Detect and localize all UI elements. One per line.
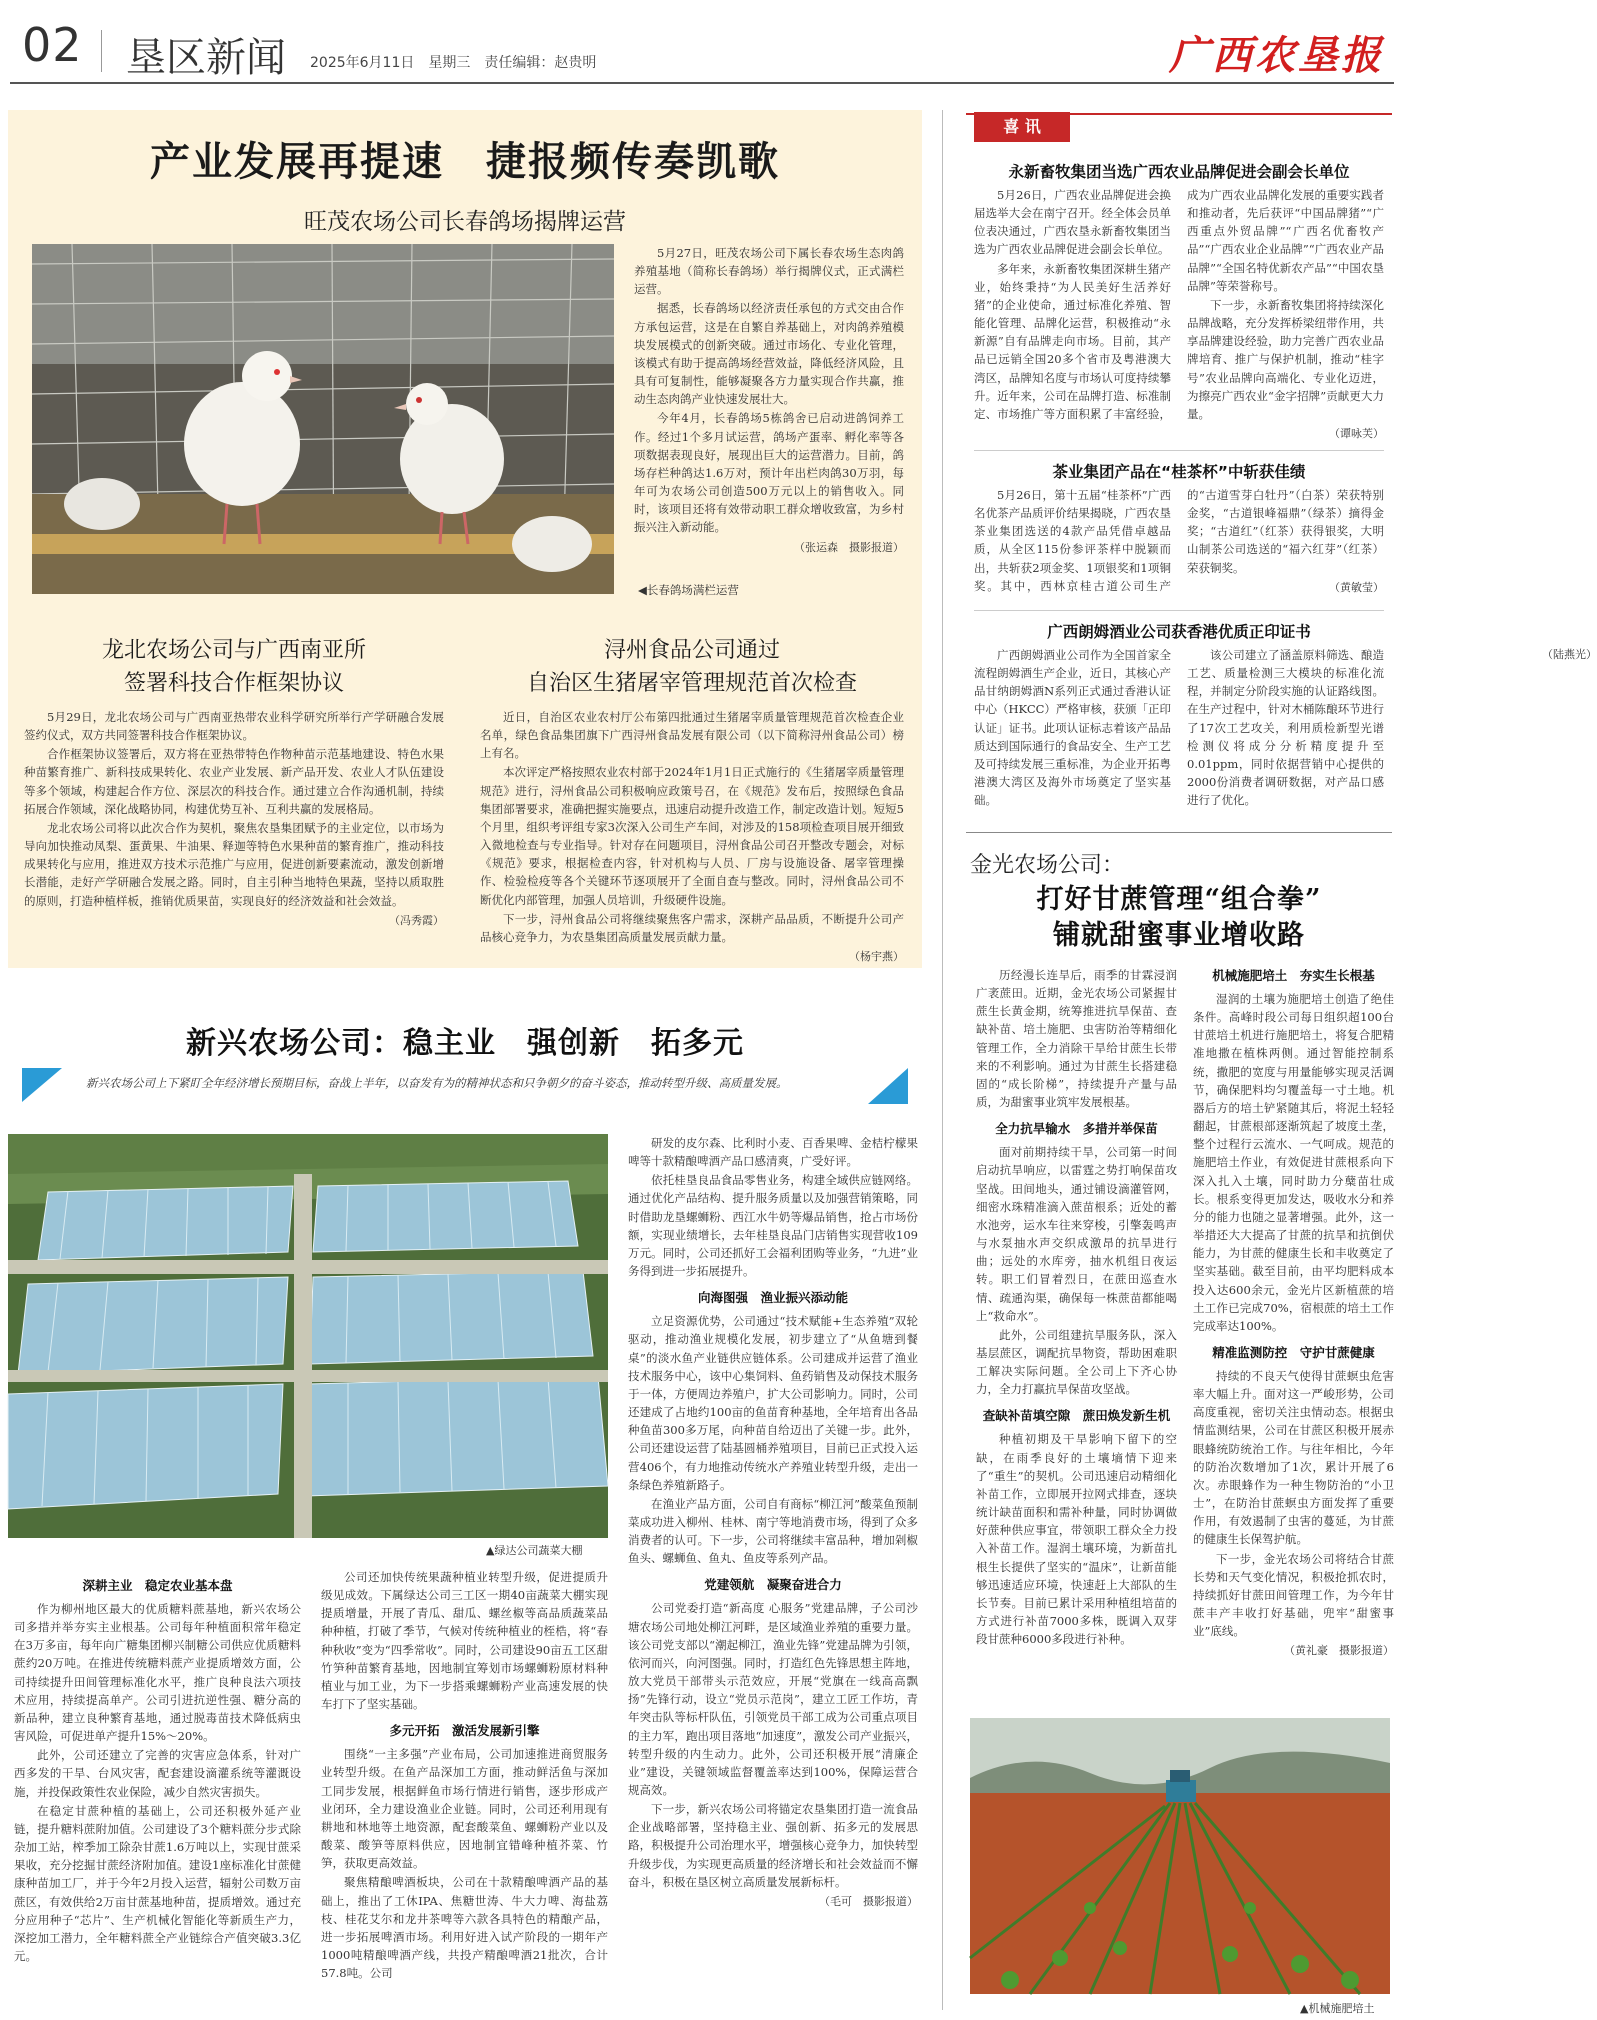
paragraph: 此外，公司组建抗旱服务队，深入基层蔗区，调配抗旱物资，帮助困难职工解决实际问题。全公司上下齐心协力，全力打赢抗旱保苗攻坚战。 <box>976 1327 1177 1397</box>
date-line: 2025年6月11日 星期三 责任编辑：赵贵明 <box>310 55 597 71</box>
xinxing-intro: 新兴农场公司上下紧盯全年经济增长预期目标，奋战上半年，以奋发有为的精神状态和只争朝夕的奋斗姿态，推动转型升级、高质量发展。 <box>86 1076 788 1090</box>
story2-title-line2: 签署科技合作框架协议 <box>123 671 344 696</box>
paragraph: 5月26日，广西农业品牌促进会换届选举大会在南宁召开。经全体会员单位表决通过，广西农垦永新畜牧集团当选为广西农业品牌促进会副会长单位。 <box>974 188 1171 257</box>
column-divider <box>942 110 943 2010</box>
masthead <box>0 0 1404 80</box>
paragraph: 研发的皮尔森、比利时小麦、百香果啤、金桔柠檬果啤等十款精酿啤酒产品口感清爽，广受好评。 <box>628 1136 918 1169</box>
news2-title: 茶业集团产品在“桂茶杯”中斩获佳绩 <box>1052 463 1306 481</box>
news2-body <box>974 486 1384 604</box>
xinxing-title: 新兴农场公司：稳主业 强创新 拓多元 <box>186 1026 744 1061</box>
story3-title-line1: 浔州食品公司通过 <box>603 638 780 663</box>
subhead: 党建领航 凝聚奋进合力 <box>704 1577 842 1593</box>
greenhouse-photo-caption: ▲绿达公司蔬菜大棚 <box>486 1544 583 1557</box>
paragraph: 立足资源优势，公司通过“技术赋能+生态养殖”双轮驱动，推动渔业规模化发展，初步建立了“从鱼塘到餐桌”的淡水鱼产业链供应链体系。公司建成并运营了渔业技术服务中心，该中心集饲料、鱼药销售及动保技术服务于一体，方便周边养殖户，扩大公司影响力。同时，公司还建成了占地约100亩的鱼苗育种基地，全年培育出各品种鱼苗300多万尾，向种苗自给迈出了关键一步。此外，公司还建设运营了陆基圆桶养殖项目，目前已正式投入运营406个，有力地推动传统水产养殖业转型升级，走出一条绿色养殖新路子。 <box>628 1314 918 1492</box>
subhead: 深耕主业 稳定农业基本盘 <box>82 1578 233 1593</box>
story3-body <box>480 708 904 964</box>
xinxing-intro-box <box>22 1068 908 1104</box>
story1-title: 旺茂农场公司长春鸽场揭牌运营 <box>304 209 626 235</box>
paragraph: 作为柳州地区最大的优质糖料蔗基地，新兴农场公司多措并举夯实主业根基。公司每年种植面积常年稳定在3万多亩，每年向广糖集团柳兴制糖公司供应优质糖料蔗约20万吨。在推进传统糖料蔗产业提质增效方面，公司持续提升田间管理标准化水平，推广良种良法六项技术应用，持续提高单产。公司引进抗逆性强、糖分高的新品种，建立良种繁育基地，通过脱毒苗技术降低病虫害风险，可促进单产提升15%～20%。 <box>14 1602 301 1744</box>
header-divider <box>101 30 102 72</box>
story2-title <box>24 634 444 700</box>
news3-title: 广西朗姆酒业公司获香港优质正印证书 <box>1047 623 1311 641</box>
paragraph: 下一步，金光农场公司将结合甘蔗长势和天气变化情况，积极抢抓农时，持续抓好甘蔗田间管理工作，为今年甘蔗丰产丰收打好基础，兜牢“甜蜜事业”底线。 <box>1193 1551 1394 1639</box>
xixun-tag: 喜 讯 <box>974 112 1070 142</box>
paragraph: 公司还加快传统果蔬种植业转型升级，促进提质升级见成效。下属绿达公司三工区一期40亩蔬菜大棚实现提质增量，开展了青瓜、甜瓜、螺丝椒等高品质蔬菜品种种植，打破了季节，气候对传统种植业的桎梏，将“春种秋收”变为“四季常收”。同时，公司建设90亩五工区甜竹笋种苗繁育基地，因地制宜筹划市场螺蛳粉原材料种植业与加工业，为下一步搭乘螺蛳粉产业高速发展的快车打下了坚实基础。 <box>321 1570 608 1712</box>
newspaper-logo: 广西农垦报 <box>1169 32 1384 79</box>
paragraph: 面对前期持续干旱，公司第一时间启动抗旱响应，以雷霆之势打响保苗攻坚战。田间地头，通过铺设滴灌管网，细密水珠精准滴入蔗苗根系；近处的蓄水池旁，运水车往来穿梭，引擎轰鸣声与水泵抽水声交织成激昂的抗旱进行曲；远处的水库旁，抽水机组日夜运转。职工们冒着烈日，在蔗田巡查水情、疏通沟渠，确保每一株蔗苗都能喝上“救命水”。 <box>976 1145 1177 1323</box>
paragraph: 5月26日，第十五届“桂茶杯”广西名优茶产品质评价结果揭晓，广西农垦茶业集团选送的4款产品凭借卓越品质，从全区115份参评茶样中脱颖而出，共斩获2项金奖、1项银奖和1项铜奖。其中，西林京桂古道公司生产的“古道雪芽白牡丹”（白茶）荣获特别金奖，“古道银峰福鼎”（绿茶）摘得金奖；“古道红”（红茶）获得银奖，大明山制茶公司选送的“福六红芽”（红茶）荣获铜奖。 <box>974 488 1384 593</box>
story3-title <box>480 634 904 700</box>
paragraph: 该公司建立了涵盖原料筛选、酿造工艺、质量检测三大模块的标准化流程，并制定分阶段实施的认证路线图。在生产过程中，针对木桶陈酿环节进行了17次工艺攻关，利用质检新型光谱检测仪将成分分析精度提升至0.01ppm，同时依据营销中心提供的2000份消费者调研数据，对产品口感进行了优化。 <box>1187 648 1384 808</box>
paragraph: 围绕“一主多强”产业布局，公司加速推进商贸服务业转型升级。在鱼产品深加工方面，推动鲜活鱼与深加工同步发展，根据鲜鱼市场行情进行销售，逐步形成产业闭环，全力建设渔业企业链。同时，公司还利用现有耕地和林地等土地资源，配套酸菜鱼、螺蛳粉产业以及酸菜、酸笋等原料供应，因地制宜错峰种植芥菜、竹笋，获取更高效益。 <box>321 1747 608 1871</box>
jinguang-rule <box>966 832 1392 833</box>
lead-headline: 产业发展再提速 捷报频传奏凯歌 <box>150 138 780 185</box>
paragraph: 据悉，长春鸽场以经济责任承包的方式交由合作方承包运营，这是在自繁自养基础上，对肉鸽养殖模块发展模式的创新突破。通过市场化、专业化管理，该模式有助于提高鸽场经营效益，降低经济风险，且具有可复制性，能够凝聚各方力量实现合作共赢，推动生态肉鸽产业快速发展壮大。 <box>634 301 904 407</box>
byline: （陆燕光） <box>1542 648 1597 661</box>
paragraph: 5月29日，龙北农场公司与广西南亚热带农业科学研究所举行产学研融合发展签约仪式，双方共同签署科技合作框架协议。 <box>24 710 444 743</box>
paragraph: 湿润的土壤为施肥培土创造了绝佳条件。高峰时段公司每日组织超100台甘蔗培土机进行施肥培土，将复合肥精准地撒在植株两侧。通过智能控制系统，撒肥的宽度与用量能够实现灵活调节，确保肥料均匀覆盖每一寸土地。机器后方的培土铲紧随其后，将泥土轻轻翻起，甘蔗根部逐渐筑起了坡度土垄，整个过程行云流水、一气呵成。规范的施肥培土作业，有效促进甘蔗根系向下深入扎入土壤，同时助力分蘖苗壮成长。根系变得更加发达，吸收水分和养分的能力也随之显著增强。此外，这一举措还大大提高了甘蔗的抗旱和抗倒伏能力，为甘蔗的健康生长和丰收奠定了坚实基础。截至目前，由平均肥料成本投入达600余元，金光片区新植蔗的培土工作已完成70%，宿根蔗的培土工作完成率达100%。 <box>1193 992 1394 1333</box>
byline: （黄敏莹） <box>1329 580 1384 594</box>
paragraph: 龙北农场公司将以此次合作为契机，聚焦农垦集团赋予的主业定位，以市场为导向加快推动凤梨、蛋黄果、牛油果、释迦等特色水果种苗的繁育推广，推动科技成果转化与应用，推进双方技术示范推广与应用，促进创新要素流动，激发创新增长潜能，走好产学研融合发展之路。同时，自主引种当地特色果蔬，坚持以质取胜的原则，打造种植样板，推销优质果苗，实现良好的经济效益和社会效益。 <box>24 820 444 908</box>
divider <box>974 450 1384 451</box>
paragraph: 持续的不良天气使得甘蔗螟虫危害率大幅上升。面对这一严峻形势，公司高度重视，密切关注虫情动态。根据虫情监测结果，公司在甘蔗区积极开展赤眼蜂统防统治工作。与往年相比，今年的防治次数增加了1次，累计开展了6次。赤眼蜂作为一种生物防治的“小卫士”，在防治甘蔗螟虫方面发挥了重要作用，有效遏制了虫害的蔓延，为甘蔗的健康生长保驾护航。 <box>1193 1368 1394 1547</box>
paragraph: 下一步，永新畜牧集团将持续深化品牌战略，充分发挥桥梁纽带作用，共享品牌建设经验，助力完善广西农业品牌培育、推广与保护机制，推动“桂字号”农业品牌向高端化、专业化迈进，为擦亮广西农业“金字招牌”贡献更大力量。 <box>1187 297 1384 421</box>
paragraph: 历经漫长连旱后，雨季的甘霖浸润广袤蔗田。近期，金光农场公司紧握甘蔗生长黄金期，统筹推进抗旱保苗、查缺补苗、培土施肥、虫害防治等精细化管理工作，全力消除干旱给甘蔗生长带来的不利影响。通过为甘蔗生长搭建稳固的“成长阶梯”，持续提升产量与品质，为甜蜜事业筑牢发展根基。 <box>976 968 1177 1110</box>
greenhouse-photo <box>8 1134 608 1538</box>
paragraph: 本次评定严格按照农业农村部于2024年1月1日正式施行的《生猪屠宰质量管理规范》进行，浔州食品公司积极响应政策号召，在《规范》发布后，按照绿色食品集团部署要求，准确把握实施要点，迅速启动提升改造工作，制定改造计划。短短5个月里，组织考评组专家3次深入公司生产车间，对涉及的158项检查项目展开细致入微地检查与专业指导。针对存在问题项目，浔州食品公司召开整改专题会，对标《规范》要求，根据检查内容，针对机构与人员、厂房与设施设备、屠宰管理操作、检验检疫等各个关键环节逐项展开了全面自查与整改。同时，浔州食品公司不断优化内部管理，加强人员培训，升级硬件设施。 <box>480 765 904 907</box>
jinguang-title-line1: 打好甘蔗管理“组合拳” <box>1036 884 1322 915</box>
paragraph: 聚焦精酿啤酒板块，公司在十款精酿啤酒产品的基础上，推出了工休IPA、焦糖世涛、牛大力啤、海盐荔枝、桂花艾尔和龙井茶啤等六款各具特色的精酿产品，进一步拓展啤酒市场。利用好进入试产阶段的一期年产1000吨精酿啤酒产线，共投产精酿啤酒21批次，合计57.8吨。公司 <box>321 1875 608 1981</box>
news1-title: 永新畜牧集团当选广西农业品牌促进会副会长单位 <box>1008 163 1350 181</box>
sugarcane-photo-caption: ▲机械施肥培土 <box>1300 2002 1375 2015</box>
jinguang-title-line2: 铺就甜蜜事业增收路 <box>1053 920 1305 952</box>
subhead: 全力抗旱输水 多措并举保苗 <box>995 1121 1158 1137</box>
paragraph: 种植初期及干旱影响下留下的空缺，在雨季良好的土壤墒情下迎来了“重生”的契机。公司迅速启动精细化补苗工作，立即展开拉网式排查，逐块统计缺苗面积和需补种量，同时协调做好蔗种供应事宜，带领职工群众全力投入补苗工作。湿润土壤环境，为新苗扎根生长提供了坚实的“温床”，让新苗能够迅速适应环境，快速赶上大部队的生长节奏。目前已累计采用种植组培苗的方式进行补苗7000多株，既调入双芽段甘蔗种6000多段进行补种。 <box>976 1432 1177 1647</box>
subhead: 向海图强 渔业振兴添动能 <box>697 1290 848 1306</box>
subhead: 精准监测防控 守护甘蔗健康 <box>1212 1344 1375 1360</box>
paragraph: 公司党委打造“新高度 心服务”党建品牌，子公司沙塘农场公司地处柳江河畔，是区域渔业养殖的重要力量。该公司党支部以“潮起柳江，渔业先锋”党建品牌为引领，依河而兴，向河图强。同时，打造红色先锋思想主阵地，放大党员干部带头示范效应，开展“党旗在一线高高飘扬”先锋行动，设立“党员示范岗”，建立工匠工作坊，青年突击队等标杆队伍，引领党员干部工成为公司重点项目的主力军，跑出项目落地“加速度”，激发公司产业振兴，转型升级的内生动力。此外，公司还积极开展“清廉企业”建设，关键领域监督覆盖率达到100%，保障运营合规高效。 <box>628 1601 918 1797</box>
news1-body <box>974 186 1384 444</box>
byline: （黄礼豪 摄影报道） <box>1284 1644 1394 1658</box>
byline: （张运森 摄影报道） <box>794 540 904 554</box>
pigeon-photo <box>32 244 614 594</box>
paragraph: 下一步，浔州食品公司将继续聚焦客户需求，深耕产品品质，不断提升公司产品核心竞争力，为农垦集团高质量发展贡献力量。 <box>480 911 904 944</box>
divider <box>974 610 1384 611</box>
paragraph: 在稳定甘蔗种植的基础上，公司还积极外延产业链，提升糖料蔗附加值。公司建设了3个糖料蔗分步式除杂加工站，榨季加工除杂甘蔗1.6万吨以上，实现甘蔗采果收，充分挖掘甘蔗经济附加值。建设1座标准化甘蔗健康种苗加工厂，并于今年2月投入运营，辐射公司数万亩蔗区，有效供给2万亩甘蔗基地种苗，提质增效。通过充分应用种子“芯片”、生产机械化智能化等新质生产力，深挖加工潜力，全年糖料蔗全产业链综合产值突破3.3亿元。 <box>14 1803 301 1963</box>
news3-body <box>974 646 1597 814</box>
paragraph: 下一步，新兴农场公司将锚定农垦集团打造一流食品企业战略部署，坚持稳主业、强创新、拓多元的发展思路，积极提升公司治理水平，增强核心竞争力，加快转型升级步伐，为实现更高质量的经济增长和社会效益而不懈奋斗，积极在垦区树立高质量发展新标杆。 <box>628 1802 918 1889</box>
jinguang-title <box>966 882 1392 955</box>
jinguang-body <box>976 966 1394 1732</box>
story3-title-line2: 自治区生猪屠宰管理规范首次检查 <box>526 671 857 696</box>
paragraph: 依托桂垦良品食品零售业务，构建全域供应链网络。通过优化产品结构、提升服务质量以及加强营销策略，同时借助龙垦螺蛳粉、西江水牛奶等爆品销售，抢占市场份额，实现业绩增长，去年桂垦良品门店销售实现营收109万元。同时，公司还抓好工会福利团购等业务，“九进”业务得到进一步拓展提升。 <box>628 1173 918 1279</box>
paragraph: 多年来，永新畜牧集团深耕生猪产业，始终秉持“为人民美好生活养好猪”的企业使命，通过标准化养殖、智能化管理、品牌化运营，积极推动“永新源”自有品牌走向市场。目前，其产品已远销全国20多个省市及粤港澳大湾区，品牌知名度与市场认可度持续攀升。近年来，公司在品牌打造、标准制定、市场推广等方面积累了丰富经验，成为广西农业品牌化发展的重要实践者和推动者，先后获评“中国品牌猪”“广西重点外贸品牌”“广西名优畜牧产品”“广西农业企业品牌”“广西农业产品品牌”“全国名特优新农产品”“中国农垦品牌”等荣誉称号。 <box>974 188 1384 421</box>
xinxing-right-column <box>628 1134 918 2002</box>
xinxing-bottom-columns <box>14 1568 608 2002</box>
subhead: 查缺补苗填空隙 蔗田焕发新生机 <box>982 1408 1171 1424</box>
subhead: 多元开拓 激活发展新引擎 <box>389 1723 540 1739</box>
page-number: 02 <box>22 18 83 72</box>
paragraph: 今年4月，长春鸽场5栋鸽舍已启动进鸽饲养工作。经过1个多月试运营，鸽场产蛋率、孵化率等各项数据表现良好，展现出巨大的运营潜力。目前，鸽场存栏种鸽达1.6万对，预计年出栏肉鸽30万羽，每年可为农场公司创造500万元以上的销售收入。同时，该项目还将有效带动职工群众增收致富，为乡村振兴注入新动能。 <box>634 411 904 535</box>
section-title: 垦区新闻 <box>126 35 286 81</box>
story2-title-line1: 龙北农场公司与广西南亚所 <box>101 638 366 663</box>
paragraph: 广西朗姆酒业公司作为全国首家全流程朗姆酒生产企业，近日，其核心产品甘纳朗姆酒N系列正式通过香港认证中心（HKCC）严格审核，获颁「正印认证」证书。此项认证标志着该产品品质达到国际通行的食品安全、生产工艺及可持续发展三重标准，为企业开拓粤港澳大湾区及海外市场奠定了坚实基础。 <box>974 648 1171 808</box>
byline: （毛可 摄影报道） <box>819 1894 918 1908</box>
story1-body <box>634 244 904 576</box>
sugarcane-photo <box>970 1718 1390 1994</box>
header-rule <box>10 82 1394 84</box>
jinguang-kicker: 金光农场公司： <box>970 853 1125 878</box>
pigeon-photo-caption: ◀长春鸽场满栏运营 <box>638 583 739 597</box>
byline: （谭咏芙） <box>1329 427 1384 441</box>
story2-body <box>24 708 444 958</box>
paragraph: 此外，公司还建立了完善的灾害应急体系，针对广西多发的干旱、台风灾害，配套建设滴灌系统等灌溉设施，并投保政策性农业保险，减少自然灾害损失。 <box>14 1748 301 1799</box>
paragraph: 在渔业产品方面，公司自有商标“柳江河”酸菜鱼预制菜成功进入柳州、桂林、南宁等地消费市场，得到了众多消费者的认可。下一步，公司将继续丰富品种，增加剁椒鱼头、螺蛳鱼、鱼丸、鱼皮等系列产品。 <box>628 1496 918 1566</box>
byline: （冯秀霞） <box>389 913 444 927</box>
paragraph: 近日，自治区农业农村厅公布第四批通过生猪屠宰质量管理规范首次检查企业名单，绿色食品集团旗下广西浔州食品发展有限公司（以下简称浔州食品公司）榜上有名。 <box>480 710 904 761</box>
paragraph: 5月27日，旺茂农场公司下属长春农场生态肉鸽养殖基地（简称长春鸽场）举行揭牌仪式，正式满栏运营。 <box>634 246 904 297</box>
byline: （杨宇燕） <box>849 950 904 964</box>
subhead: 机械施肥培土 夯实生长根基 <box>1212 968 1375 983</box>
paragraph: 合作框架协议签署后，双方将在亚热带特色作物种苗示范基地建设、特色水果种苗繁育推广、新科技成果转化、农业产业发展、新产品开发、农业人才队伍建设等多个领域，构建起合作方位、深层次的科技合作。通过建立合作沟通机制，持续拓展合作领域，深化战略协同，构建优势互补、互利共赢的发展格局。 <box>24 747 444 816</box>
